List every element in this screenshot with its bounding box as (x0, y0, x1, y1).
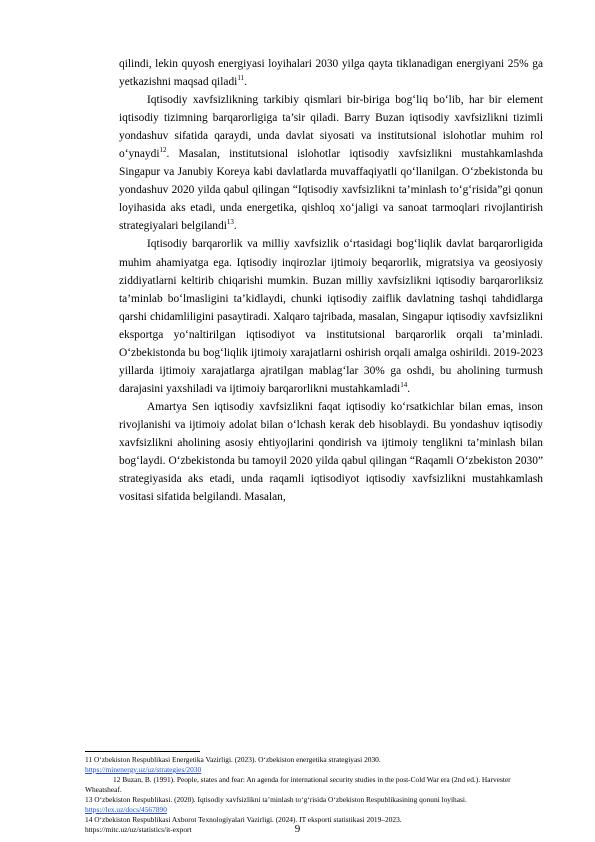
footnote-ref-12: 12 (159, 146, 167, 155)
paragraph-2: Iqtisodiy xavfsizlikning tarkibiy qismlari bir-biriga bog‘liq bo‘lib, har bir element iqtisodiy tizimning barqarorligiga ta’sir qiladi. Barry Buzan iqtisodiy xavfsizlikni tizimli yondashuv sifatida qaraydi, unda davlat siyosati va institutsional islohotlar muhim rol o‘ynaydi$^{12}$. Masalan, institutsional islohotlar iqtisodiy xavfsizlikni mustahkamlashda Singapur va Janubiy Koreya kabi davlatlarda muvaffaqiyatli qo‘llanilgan. O‘zbekistonda bu yondashuv 2020 yilda qabul qilingan “Iqtisodiy xavfsizlikni ta’minlash to‘g‘risida”gi qonun loyihasida aks etadi, unda energetika, qishloq xo‘jaligi va sanoat tarmoqlari rivojlantirish strategiyalari belgilandi$^{13}$. (119, 94, 543, 233)
paragraph-1: qilindi, lekin quyosh energiyasi loyihalari 2030 yilga qayta tiklanadigan energiyani 25% ga yetkazishni maqsad qiladi$^{11}$. (119, 58, 543, 89)
paragraph-3: Iqtisodiy barqarorlik va milliy xavfsizlik o‘rtasidagi bog‘liqlik davlat barqarorligida muhim ahamiyatga ega. Iqtisodiy inqirozlar ijtimoiy beqarorlik, migratsiya va geosiyosiy ziddiyatlarni keltirib chiqarishi mumkin. Buzan milliy xavfsizlikni iqtisodiy barqarorliksiz ta’minlab bo‘lmasligini ta’kidlaydi, chunki iqtisodiy zaiflik davlatning tashqi tahdidlarga qarshi chidamliligini pasaytiradi. Xalqaro tajribada, masalan, Singapur iqtisodiy xavfsizlikni eksportga yo‘naltirilgan iqtisodiyot va institutsional barqarorlik orqali ta’minladi. O‘zbekistonda bu bog‘liqlik ijtimoiy xarajatlarni oshirish orqali amalga oshirildi. 2019-2023 yillarda ijtimoiy xarajatlarga ajratilgan mablag‘lar 30% ga oshdi, bu aholining turmush darajasini yaxshiladi va ijtimoiy barqarorlikni mustahkamladi$^{14}$. (119, 238, 543, 395)
footnote-13-link[interactable]: https://lex.uz/docs/4567890 (85, 805, 167, 814)
footnote-separator (85, 751, 200, 752)
footnote-11: 11 O‘zbekiston Respublikasi Energetika Vazirligi. (2023). O‘zbekiston energetika strategiyasi 2030. https://minenergy.uz/uz/strategies/2030 (85, 755, 381, 774)
footnote-14-url: https://mitc.uz/uz/statistics/it-export (85, 825, 192, 834)
paragraph-4: Amartya Sen iqtisodiy xavfsizlikni faqat iqtisodiy ko‘rsatkichlar bilan emas, inson rivojlanishi va ijtimoiy adolat bilan o‘lchash kerak deb hisoblaydi. Bu yondashuv iqtisodiy xavfsizlikni aholining asosiy ehtiyojlarini qondirish va ijtimoiy tenglikni ta’minlash bilan bog‘laydi. O‘zbekistonda bu tamoyil 2020 yilda qabul qilingan “Raqamli O‘zbekiston 2030” strategiyasida aks etadi, unda raqamli iqtisodiyot iqtisodiy xavfsizlikni mustahkamlash vositasi sifatida belgilandi. Masalan, (119, 400, 543, 504)
footnote-ref-14: 14 (400, 381, 408, 390)
footnote-13: 13 O‘zbekiston Respublikasi. (2020). Iqtisodiy xavfsizlikni ta’minlash to‘g‘risida O‘zbekiston Respublikasining qonuni loyihasi. https://lex.uz/docs/4567890 (85, 795, 467, 814)
page-number: 9 (294, 823, 301, 835)
footnote-12: 12 Buzan, B. (1991). People, states and fear: An agenda for international security studies in the post-Cold War era (2nd ed.). Harvester Wheatsheaf. (85, 775, 511, 794)
footnote-ref-13: 13 (226, 218, 234, 227)
main-text (119, 55, 543, 506)
footnote-14: 14 O‘zbekiston Respublikasi Axborot Texnologiyalari Vazirligi. (2024). IT eksporti statistikasi 2019–2023. https://mitc.uz/uz/statistics/it-export (85, 815, 402, 834)
footnote-11-link[interactable]: https://minenergy.uz/uz/strategies/2030 (85, 765, 202, 774)
footnote-ref-11: 11 (237, 74, 245, 83)
